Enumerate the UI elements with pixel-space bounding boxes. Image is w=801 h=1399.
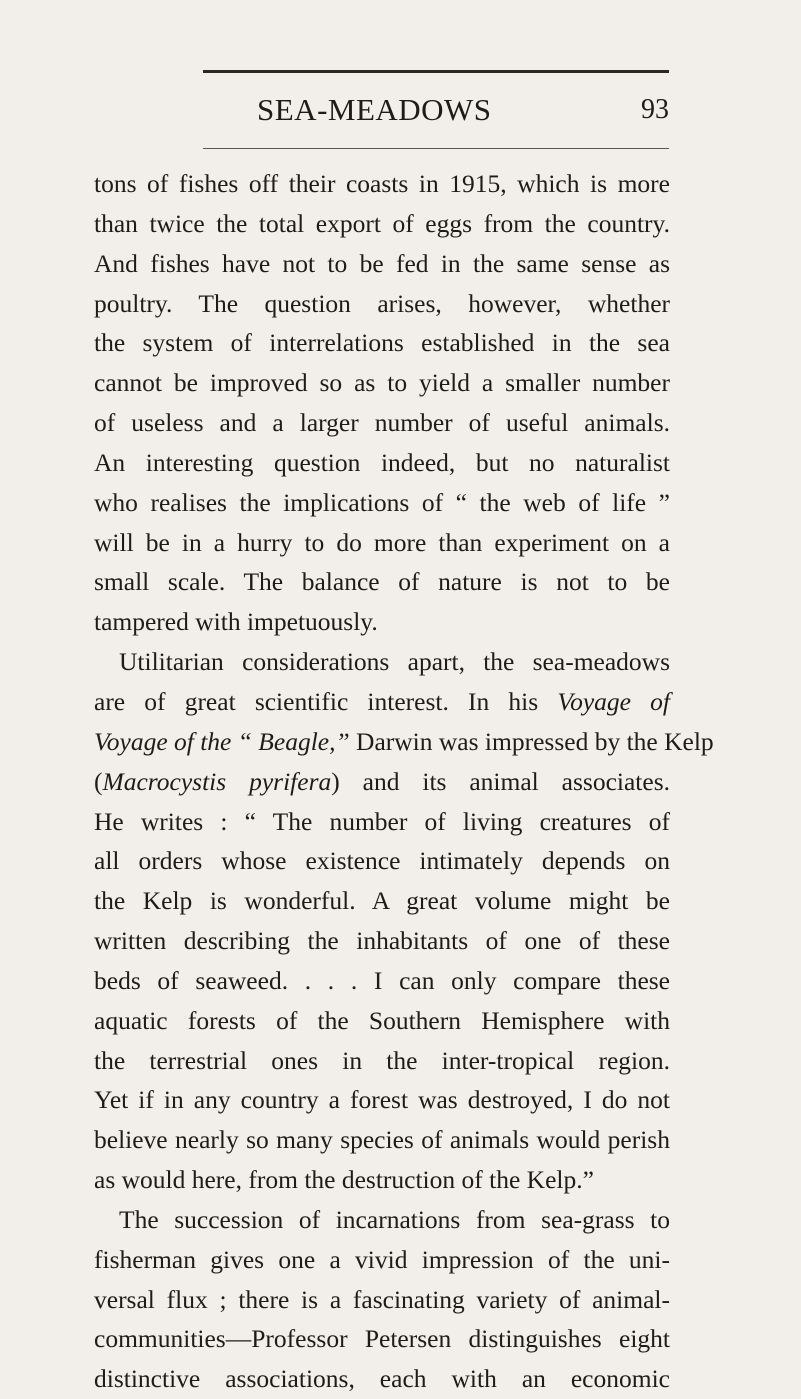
page-header bbox=[203, 89, 669, 131]
text-line: beds of seaweed. . . . I can only compare these bbox=[94, 965, 670, 995]
text-line bbox=[94, 722, 714, 762]
italic-book-title: Voyage of the “ Beagle,” bbox=[94, 726, 350, 756]
text-line bbox=[94, 762, 670, 802]
text-line: the terrestrial ones in the inter-tropical region. bbox=[94, 1045, 670, 1075]
text-line: versal flux ; there is a fascinating variety of animal- bbox=[94, 1284, 670, 1314]
text-line: the Kelp is wonderful. A great volume might be bbox=[94, 886, 670, 916]
paragraph-start-line: Utilitarian considerations apart, the sea-meadows bbox=[119, 647, 670, 677]
header-bottom-rule bbox=[203, 148, 669, 149]
text-segment: Darwin was impressed by the Kelp bbox=[356, 726, 714, 756]
text-line: tons of fishes off their coasts in 1915, which is more bbox=[94, 169, 670, 198]
text-line: And fishes have not to be fed in the same sense as bbox=[94, 248, 670, 278]
text-line: poultry. The question arises, however, whether bbox=[94, 288, 670, 318]
text-line: He writes : “ The number of living creatures of bbox=[94, 806, 670, 836]
body-text bbox=[94, 164, 714, 1399]
text-line: will be in a hurry to do more than experiment on a bbox=[94, 527, 670, 557]
text-segment: ( bbox=[94, 766, 103, 796]
text-line: all orders whose existence intimately depends on bbox=[94, 846, 670, 876]
text-line: aquatic forests of the Southern Hemisphere with bbox=[94, 1005, 670, 1035]
text-line: written describing the inhabitants of one of these bbox=[94, 926, 670, 956]
text-line: communities—Professor Petersen distinguishes eight bbox=[94, 1324, 670, 1354]
italic-species-name: Macrocystis pyrifera bbox=[102, 766, 332, 796]
text-line: distinctive associations, each with an economic bbox=[94, 1364, 670, 1394]
paragraph-start-line: The succession of incarnations from sea-grass to bbox=[119, 1204, 670, 1234]
text-line: cannot be improved so as to yield a smaller number bbox=[94, 368, 670, 398]
italic-book-title-part: Voyage of bbox=[557, 686, 670, 716]
paragraph-end-line: as would here, from the destruction of the Kelp.” bbox=[94, 1165, 594, 1195]
text-line: fisherman gives one a vivid impression of the uni- bbox=[94, 1244, 670, 1274]
text-segment: ) and its animal associates. bbox=[331, 766, 670, 796]
text-line: believe nearly so many species of animals would perish bbox=[94, 1125, 670, 1155]
text-line: small scale. The balance of nature is not to be bbox=[94, 567, 670, 597]
page-number: 93 bbox=[641, 94, 669, 125]
text-line: of useless and a larger number of useful animals. bbox=[94, 408, 670, 438]
text-line: An interesting question indeed, but no naturalist bbox=[94, 447, 670, 477]
text-line: who realises the implications of “ the web of life ” bbox=[94, 487, 670, 517]
header-top-rule bbox=[203, 70, 669, 73]
text-line: than twice the total export of eggs from the country. bbox=[94, 208, 670, 238]
running-head: SEA-MEADOWS bbox=[257, 92, 492, 127]
text-line: Yet if in any country a forest was destroyed, I do not bbox=[94, 1085, 670, 1115]
text-line bbox=[94, 682, 670, 722]
text-segment: are of great scientific interest. In his bbox=[94, 686, 539, 716]
paragraph-end-line: tampered with impetuously. bbox=[94, 607, 378, 637]
text-line: the system of interrelations established in the sea bbox=[94, 328, 670, 358]
